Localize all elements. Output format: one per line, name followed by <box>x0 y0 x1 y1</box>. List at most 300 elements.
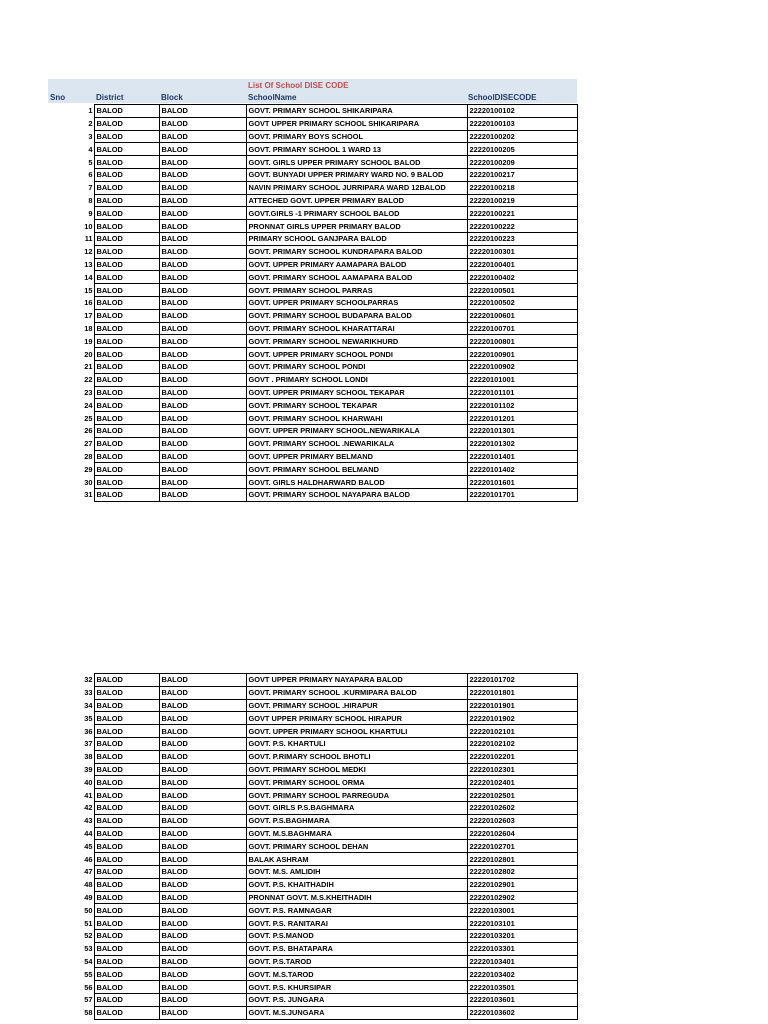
table-row <box>48 737 577 750</box>
sno-cell: 24 <box>84 400 93 410</box>
dise-code-cell: 22220101402 <box>467 463 577 476</box>
dise-code-cell: 22220101102 <box>467 399 577 412</box>
district-cell: BALOD <box>94 891 159 904</box>
dise-code-cell: 22220102201 <box>467 750 577 763</box>
table-row <box>48 853 577 866</box>
district-cell: BALOD <box>94 271 159 284</box>
sno-cell: 18 <box>84 323 93 333</box>
sno-cell: 40 <box>84 777 93 787</box>
school-name-cell: GOVT. P.S. KHARTULI <box>246 737 467 750</box>
table-row <box>48 968 577 981</box>
sno-cell: 51 <box>84 918 93 928</box>
block-cell: BALOD <box>159 993 246 1006</box>
district-cell: BALOD <box>94 181 159 194</box>
district-cell: BALOD <box>94 232 159 245</box>
table-row <box>48 699 577 712</box>
header-district: District <box>96 93 124 102</box>
dise-code-cell: 22220100801 <box>467 335 577 348</box>
dise-code-cell: 22220102501 <box>467 789 577 802</box>
table-row <box>48 725 577 738</box>
dise-code-cell: 22220100501 <box>467 284 577 297</box>
dise-code-cell: 22220103602 <box>467 1006 577 1019</box>
block-cell: BALOD <box>159 955 246 968</box>
dise-code-cell: 22220100103 <box>467 117 577 130</box>
block-cell: BALOD <box>159 917 246 930</box>
school-name-cell: GOVT. PRIMARY SCHOOL 1 WARD 13 <box>246 143 467 156</box>
school-name-cell: GOVT. P.S.TAROD <box>246 955 467 968</box>
district-cell: BALOD <box>94 156 159 169</box>
district-cell: BALOD <box>94 130 159 143</box>
district-cell: BALOD <box>94 373 159 386</box>
dise-code-cell: 22220100223 <box>467 232 577 245</box>
block-cell: BALOD <box>159 181 246 194</box>
district-cell: BALOD <box>94 750 159 763</box>
sno-cell: 19 <box>84 336 93 346</box>
sno-cell: 57 <box>84 995 93 1005</box>
district-cell: BALOD <box>94 117 159 130</box>
dise-code-cell: 22220102602 <box>467 801 577 814</box>
dise-code-cell: 22220102401 <box>467 776 577 789</box>
district-cell: BALOD <box>94 284 159 297</box>
block-cell: BALOD <box>159 194 246 207</box>
district-cell: BALOD <box>94 840 159 853</box>
sno-cell: 49 <box>84 892 93 902</box>
block-cell: BALOD <box>159 130 246 143</box>
block-cell: BALOD <box>159 463 246 476</box>
block-cell: BALOD <box>159 865 246 878</box>
block-cell: BALOD <box>159 232 246 245</box>
header-dise-code: SchoolDISECODE <box>468 93 537 102</box>
district-cell: BALOD <box>94 245 159 258</box>
table-row <box>48 463 577 476</box>
block-cell: BALOD <box>159 207 246 220</box>
sno-cell: 10 <box>84 221 93 231</box>
table-row <box>48 917 577 930</box>
school-table-part-1 <box>48 104 578 502</box>
table-row <box>48 335 577 348</box>
block-cell: BALOD <box>159 801 246 814</box>
block-cell: BALOD <box>159 1006 246 1019</box>
dise-code-cell: 22220100601 <box>467 309 577 322</box>
block-cell: BALOD <box>159 840 246 853</box>
dise-code-cell: 22220100502 <box>467 296 577 309</box>
sno-cell: 17 <box>84 311 93 321</box>
table-row <box>48 399 577 412</box>
district-cell: BALOD <box>94 309 159 322</box>
dise-code-cell: 22220102902 <box>467 891 577 904</box>
district-cell: BALOD <box>94 789 159 802</box>
table-row <box>48 373 577 386</box>
sno-cell: 33 <box>84 688 93 698</box>
school-name-cell: GOVT UPPER PRIMARY SCHOOL SHIKARIPARA <box>246 117 467 130</box>
school-name-cell: GOVT. P.S. JUNGARA <box>246 993 467 1006</box>
district-cell: BALOD <box>94 437 159 450</box>
dise-code-cell: 22220101701 <box>467 488 577 501</box>
block-cell: BALOD <box>159 699 246 712</box>
school-name-cell: GOVT . PRIMARY SCHOOL LONDI <box>246 373 467 386</box>
dise-code-cell: 22220103601 <box>467 993 577 1006</box>
district-cell: BALOD <box>94 929 159 942</box>
district-cell: BALOD <box>94 725 159 738</box>
school-name-cell: GOVT. PRIMARY SCHOOL PARRAS <box>246 284 467 297</box>
block-cell: BALOD <box>159 853 246 866</box>
dise-code-cell: 22220101001 <box>467 373 577 386</box>
school-name-cell: GOVT. M.S.JUNGARA <box>246 1006 467 1019</box>
dise-code-cell: 22220102301 <box>467 763 577 776</box>
school-name-cell: GOVT. UPPER PRIMARY SCHOOL TEKAPAR <box>246 386 467 399</box>
block-cell: BALOD <box>159 776 246 789</box>
sno-cell: 11 <box>84 234 93 244</box>
block-cell: BALOD <box>159 296 246 309</box>
block-cell: BALOD <box>159 763 246 776</box>
district-cell: BALOD <box>94 335 159 348</box>
table-row <box>48 955 577 968</box>
table-row <box>48 750 577 763</box>
table-row <box>48 105 577 118</box>
district-cell: BALOD <box>94 476 159 489</box>
school-name-cell: GOVT. M.S. AMLIDIH <box>246 865 467 878</box>
table-row <box>48 194 577 207</box>
table-row <box>48 181 577 194</box>
dise-code-cell: 22220100202 <box>467 130 577 143</box>
block-cell: BALOD <box>159 725 246 738</box>
block-cell: BALOD <box>159 117 246 130</box>
school-name-cell: BALAK ASHRAM <box>246 853 467 866</box>
sno-cell: 30 <box>84 477 93 487</box>
district-cell: BALOD <box>94 827 159 840</box>
school-table-part-2 <box>48 673 578 1020</box>
table-row <box>48 488 577 501</box>
dise-code-cell: 22220100901 <box>467 348 577 361</box>
sno-cell: 1 <box>88 106 93 116</box>
dise-code-cell: 22220100218 <box>467 181 577 194</box>
district-cell: BALOD <box>94 968 159 981</box>
table-row <box>48 143 577 156</box>
school-name-cell: GOVT. P.S. RANITARAI <box>246 917 467 930</box>
dise-code-cell: 22220100301 <box>467 245 577 258</box>
table-row <box>48 993 577 1006</box>
block-cell: BALOD <box>159 360 246 373</box>
school-name-cell: NAVIN PRIMARY SCHOOL JURRIPARA WARD 12BALOD <box>246 181 467 194</box>
block-cell: BALOD <box>159 904 246 917</box>
district-cell: BALOD <box>94 763 159 776</box>
school-name-cell: GOVT. PRIMARY SCHOOL DEHAN <box>246 840 467 853</box>
sno-cell: 21 <box>84 362 93 372</box>
block-cell: BALOD <box>159 878 246 891</box>
table-row <box>48 801 577 814</box>
school-name-cell: PRONNAT GIRLS UPPER PRIMARY BALOD <box>246 220 467 233</box>
block-cell: BALOD <box>159 309 246 322</box>
district-cell: BALOD <box>94 1006 159 1019</box>
dise-code-cell: 22220101101 <box>467 386 577 399</box>
district-cell: BALOD <box>94 865 159 878</box>
district-cell: BALOD <box>94 737 159 750</box>
table-row <box>48 258 577 271</box>
sno-cell: 42 <box>84 803 93 813</box>
dise-code-cell: 22220100701 <box>467 322 577 335</box>
district-cell: BALOD <box>94 801 159 814</box>
school-name-cell: GOVT. P.S. BHATAPARA <box>246 942 467 955</box>
sno-cell: 9 <box>88 208 93 218</box>
block-cell: BALOD <box>159 981 246 994</box>
district-cell: BALOD <box>94 853 159 866</box>
district-cell: BALOD <box>94 399 159 412</box>
district-cell: BALOD <box>94 412 159 425</box>
block-cell: BALOD <box>159 245 246 258</box>
sno-cell: 37 <box>84 739 93 749</box>
block-cell: BALOD <box>159 220 246 233</box>
sno-cell: 50 <box>84 905 93 915</box>
dise-code-cell: 22220103401 <box>467 955 577 968</box>
school-name-cell: GOVT. UPPER PRIMARY AAMAPARA BALOD <box>246 258 467 271</box>
school-name-cell: GOVT. PRIMARY SCHOOL PONDI <box>246 360 467 373</box>
school-name-cell: ATTECHED GOVT. UPPER PRIMARY BALOD <box>246 194 467 207</box>
school-name-cell: GOVT. UPPER PRIMARY SCHOOL PONDI <box>246 348 467 361</box>
table-row <box>48 296 577 309</box>
dise-code-cell: 22220101801 <box>467 686 577 699</box>
table-row <box>48 424 577 437</box>
dise-code-cell: 22220103501 <box>467 981 577 994</box>
district-cell: BALOD <box>94 424 159 437</box>
dise-code-cell: 22220101702 <box>467 674 577 687</box>
block-cell: BALOD <box>159 488 246 501</box>
school-name-cell: GOVT. GIRLS HALDHARWARD BALOD <box>246 476 467 489</box>
district-cell: BALOD <box>94 296 159 309</box>
school-name-cell: GOVT. PRIMARY SCHOOL .NEWARIKALA <box>246 437 467 450</box>
table-row <box>48 450 577 463</box>
block-cell: BALOD <box>159 373 246 386</box>
table-row <box>48 981 577 994</box>
table-row <box>48 207 577 220</box>
district-cell: BALOD <box>94 942 159 955</box>
sno-cell: 46 <box>84 854 93 864</box>
dise-code-cell: 22220100222 <box>467 220 577 233</box>
school-name-cell: GOVT. PRIMARY SCHOOL SHIKARIPARA <box>246 105 467 118</box>
block-cell: BALOD <box>159 386 246 399</box>
school-name-cell: GOVT. PRIMARY SCHOOL PARREGUDA <box>246 789 467 802</box>
district-cell: BALOD <box>94 712 159 725</box>
table-row <box>48 942 577 955</box>
block-cell: BALOD <box>159 322 246 335</box>
school-name-cell: GOVT. P.S.MANOD <box>246 929 467 942</box>
dise-code-cell: 22220101601 <box>467 476 577 489</box>
school-name-cell: PRONNAT GOVT. M.S.KHEITHADIH <box>246 891 467 904</box>
table-row <box>48 865 577 878</box>
district-cell: BALOD <box>94 105 159 118</box>
district-cell: BALOD <box>94 258 159 271</box>
sno-cell: 47 <box>84 867 93 877</box>
block-cell: BALOD <box>159 412 246 425</box>
district-cell: BALOD <box>94 220 159 233</box>
table-row <box>48 674 577 687</box>
block-cell: BALOD <box>159 450 246 463</box>
table-row <box>48 840 577 853</box>
dise-code-cell: 22220100102 <box>467 105 577 118</box>
table-row <box>48 1006 577 1019</box>
table-row <box>48 386 577 399</box>
dise-code-cell: 22220101302 <box>467 437 577 450</box>
dise-code-cell: 22220101902 <box>467 712 577 725</box>
sno-cell: 45 <box>84 841 93 851</box>
table-row <box>48 789 577 802</box>
header-school-name: SchoolName <box>248 93 297 102</box>
dise-code-cell: 22220101401 <box>467 450 577 463</box>
dise-code-cell: 22220102701 <box>467 840 577 853</box>
sno-cell: 32 <box>84 675 93 685</box>
block-cell: BALOD <box>159 156 246 169</box>
school-name-cell: GOVT. PRIMARY SCHOOL .HIRAPUR <box>246 699 467 712</box>
table-row <box>48 220 577 233</box>
district-cell: BALOD <box>94 904 159 917</box>
block-cell: BALOD <box>159 814 246 827</box>
block-cell: BALOD <box>159 674 246 687</box>
sheet-title: List Of School DISE CODE <box>248 81 349 90</box>
school-name-cell: GOVT. P.S. RAMNAGAR <box>246 904 467 917</box>
sno-cell: 7 <box>88 183 93 193</box>
district-cell: BALOD <box>94 450 159 463</box>
district-cell: BALOD <box>94 463 159 476</box>
table-row <box>48 827 577 840</box>
dise-code-cell: 22220100902 <box>467 360 577 373</box>
school-name-cell: GOVT. PRIMARY SCHOOL KHARWAHI <box>246 412 467 425</box>
dise-code-cell: 22220103201 <box>467 929 577 942</box>
block-cell: BALOD <box>159 686 246 699</box>
block-cell: BALOD <box>159 476 246 489</box>
table-row <box>48 878 577 891</box>
block-cell: BALOD <box>159 424 246 437</box>
sno-cell: 35 <box>84 713 93 723</box>
district-cell: BALOD <box>94 348 159 361</box>
sno-cell: 48 <box>84 880 93 890</box>
school-name-cell: GOVT. PRIMARY SCHOOL BUDAPARA BALOD <box>246 309 467 322</box>
sno-cell: 12 <box>84 247 93 257</box>
block-cell: BALOD <box>159 437 246 450</box>
sno-cell: 54 <box>84 956 93 966</box>
sno-cell: 15 <box>84 285 93 295</box>
school-name-cell: GOVT. PRIMARY SCHOOL TEKAPAR <box>246 399 467 412</box>
sno-cell: 41 <box>84 790 93 800</box>
table-row <box>48 168 577 181</box>
sno-cell: 52 <box>84 931 93 941</box>
dise-code-cell: 22220101901 <box>467 699 577 712</box>
school-name-cell: GOVT. PRIMARY SCHOOL AAMAPARA BALOD <box>246 271 467 284</box>
school-name-cell: GOVT. PRIMARY SCHOOL KUNDRAPARA BALOD <box>246 245 467 258</box>
block-cell: BALOD <box>159 789 246 802</box>
table-row <box>48 271 577 284</box>
sno-cell: 58 <box>84 1008 93 1018</box>
dise-code-cell: 22220102604 <box>467 827 577 840</box>
dise-code-cell: 22220100205 <box>467 143 577 156</box>
district-cell: BALOD <box>94 699 159 712</box>
dise-code-cell: 22220102802 <box>467 865 577 878</box>
dise-code-cell: 22220103301 <box>467 942 577 955</box>
block-cell: BALOD <box>159 968 246 981</box>
school-name-cell: GOVT.GIRLS -1 PRIMARY SCHOOL BALOD <box>246 207 467 220</box>
block-cell: BALOD <box>159 271 246 284</box>
table-row <box>48 437 577 450</box>
table-row <box>48 322 577 335</box>
table-row <box>48 117 577 130</box>
sno-cell: 36 <box>84 726 93 736</box>
school-name-cell: GOVT. BUNYADI UPPER PRIMARY WARD NO. 9 BALOD <box>246 168 467 181</box>
sno-cell: 56 <box>84 982 93 992</box>
sno-cell: 28 <box>84 451 93 461</box>
block-cell: BALOD <box>159 168 246 181</box>
sno-cell: 31 <box>84 490 93 500</box>
sno-cell: 20 <box>84 349 93 359</box>
table-row <box>48 904 577 917</box>
dise-code-cell: 22220100209 <box>467 156 577 169</box>
sno-cell: 25 <box>84 413 93 423</box>
district-cell: BALOD <box>94 776 159 789</box>
sno-cell: 34 <box>84 700 93 710</box>
school-name-cell: PRIMARY SCHOOL GANJPARA BALOD <box>246 232 467 245</box>
header-sno: Sno <box>50 93 66 102</box>
school-name-cell: GOVT. UPPER PRIMARY SCHOOL.NEWARIKALA <box>246 424 467 437</box>
table-row <box>48 412 577 425</box>
sno-cell: 3 <box>88 131 93 141</box>
district-cell: BALOD <box>94 814 159 827</box>
block-cell: BALOD <box>159 258 246 271</box>
table-row <box>48 232 577 245</box>
district-cell: BALOD <box>94 488 159 501</box>
district-cell: BALOD <box>94 955 159 968</box>
table-row <box>48 929 577 942</box>
district-cell: BALOD <box>94 360 159 373</box>
table-row <box>48 156 577 169</box>
dise-code-cell: 22220103101 <box>467 917 577 930</box>
table-header-band <box>48 79 577 103</box>
district-cell: BALOD <box>94 686 159 699</box>
table-row <box>48 712 577 725</box>
sno-cell: 53 <box>84 944 93 954</box>
school-name-cell: GOVT. PRIMARY BOYS SCHOOL <box>246 130 467 143</box>
school-name-cell: GOVT. UPPER PRIMARY SCHOOLPARRAS <box>246 296 467 309</box>
sno-cell: 39 <box>84 764 93 774</box>
sno-cell: 6 <box>88 170 93 180</box>
dise-code-cell: 22220100401 <box>467 258 577 271</box>
block-cell: BALOD <box>159 348 246 361</box>
table-row <box>48 309 577 322</box>
table-row <box>48 776 577 789</box>
district-cell: BALOD <box>94 674 159 687</box>
block-cell: BALOD <box>159 827 246 840</box>
sno-cell: 5 <box>88 157 93 167</box>
block-cell: BALOD <box>159 335 246 348</box>
table-row <box>48 284 577 297</box>
table-row <box>48 360 577 373</box>
dise-code-cell: 22220101201 <box>467 412 577 425</box>
sno-cell: 4 <box>88 144 93 154</box>
table-row <box>48 130 577 143</box>
block-cell: BALOD <box>159 105 246 118</box>
block-cell: BALOD <box>159 929 246 942</box>
sno-cell: 38 <box>84 752 93 762</box>
dise-code-cell: 22220103402 <box>467 968 577 981</box>
sno-cell: 22 <box>84 375 93 385</box>
block-cell: BALOD <box>159 750 246 763</box>
sno-cell: 43 <box>84 816 93 826</box>
sno-cell: 16 <box>84 298 93 308</box>
block-cell: BALOD <box>159 737 246 750</box>
sno-cell: 44 <box>84 828 93 838</box>
sno-cell: 8 <box>88 195 93 205</box>
district-cell: BALOD <box>94 386 159 399</box>
school-name-cell: GOVT. GIRLS UPPER PRIMARY SCHOOL BALOD <box>246 156 467 169</box>
school-name-cell: GOVT. PRIMARY SCHOOL MEDKI <box>246 763 467 776</box>
district-cell: BALOD <box>94 194 159 207</box>
dise-code-cell: 22220102801 <box>467 853 577 866</box>
